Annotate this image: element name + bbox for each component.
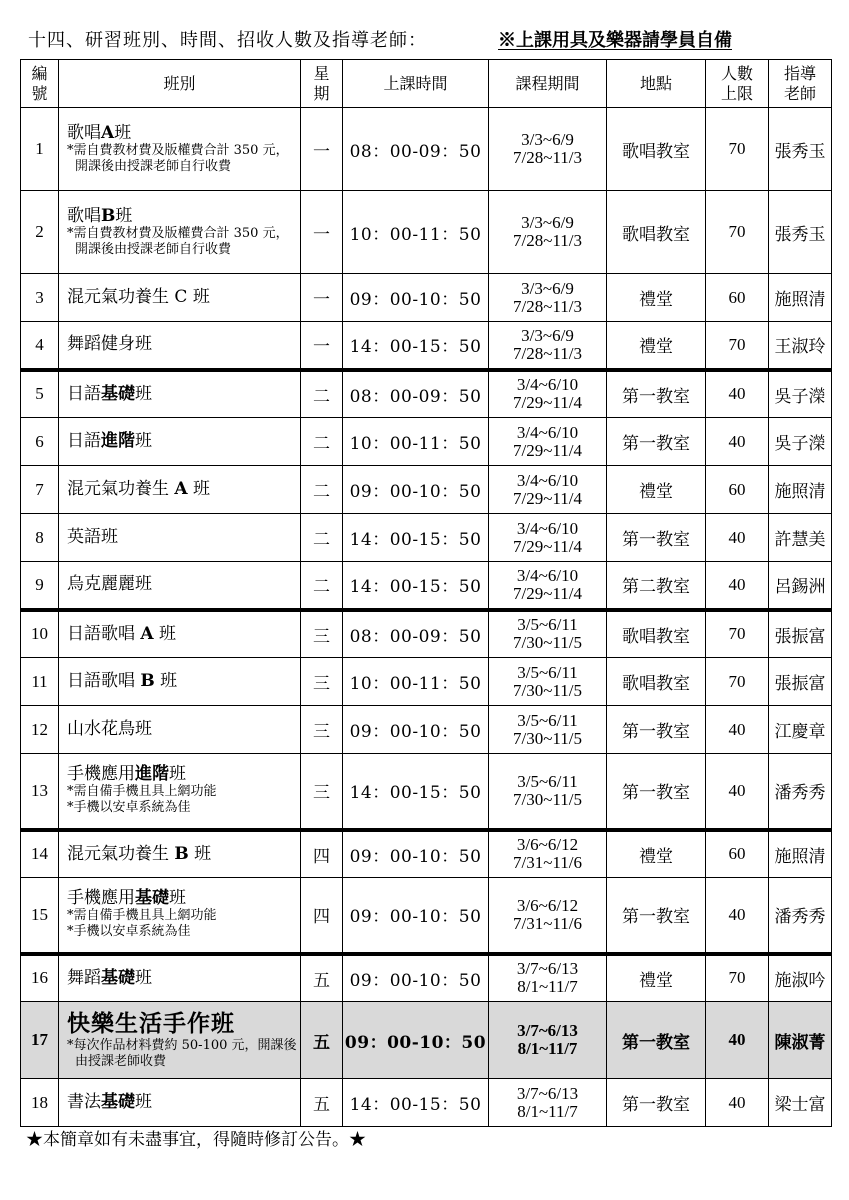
class-location: 禮堂 (607, 466, 706, 514)
class-weekday: 五 (301, 1002, 343, 1079)
class-capacity: 70 (706, 322, 769, 370)
header-capacity: 人數 上限 (706, 60, 769, 108)
class-name-cell (59, 658, 301, 706)
class-name-cell (59, 466, 301, 514)
class-teacher: 施照清 (769, 274, 832, 322)
class-capacity: 70 (706, 658, 769, 706)
class-period (489, 562, 607, 610)
class-period-line: 3/3~6/9 (521, 213, 574, 232)
class-period-line: 7/29~11/4 (512, 393, 582, 413)
class-name-cell (59, 514, 301, 562)
class-location: 歌唱教室 (607, 191, 706, 274)
header-location: 地點 (607, 60, 706, 108)
class-period-line: 3/7~6/13 (517, 1021, 578, 1040)
class-weekday: 三 (301, 610, 343, 658)
section-heading (28, 26, 828, 56)
class-time: 14：00-15：50 (343, 514, 489, 562)
class-teacher: 呂錫洲 (769, 562, 832, 610)
class-name-cell (59, 274, 301, 322)
class-period-line: 8/1~11/7 (517, 1101, 578, 1121)
class-name-part: 班 (114, 122, 132, 143)
class-time: 09：00-10：50 (343, 954, 489, 1002)
class-capacity: 70 (706, 954, 769, 1002)
class-name-part: B (140, 671, 155, 691)
class-capacity: 60 (706, 274, 769, 322)
class-period (489, 830, 607, 878)
class-note (67, 1038, 300, 1070)
class-period-line: 3/6~6/12 (516, 835, 579, 855)
class-name-part: 班 (153, 623, 177, 644)
table-row (21, 466, 832, 514)
class-number: 2 (21, 191, 59, 274)
class-name-part: 班 (187, 479, 211, 499)
class-number: 10 (21, 610, 59, 658)
class-period-line: 3/5~6/11 (517, 615, 578, 635)
class-number: 13 (21, 754, 59, 830)
class-capacity: 40 (706, 1002, 769, 1079)
class-weekday: 二 (301, 562, 343, 610)
class-period-line: 3/4~6/10 (516, 470, 579, 490)
class-weekday: 一 (301, 108, 343, 191)
class-teacher: 張振富 (769, 658, 832, 706)
table-row (21, 514, 832, 562)
class-teacher: 張振富 (769, 610, 832, 658)
class-location: 禮堂 (607, 322, 706, 370)
class-capacity: 40 (706, 706, 769, 754)
class-schedule-table (20, 59, 832, 1127)
class-name-part: 日語 (67, 383, 101, 404)
header-period: 課程期間 (489, 60, 607, 108)
header-no: 編 號 (21, 60, 59, 108)
class-name (67, 969, 300, 988)
table-row (21, 878, 832, 954)
class-name-part: 基礎 (101, 967, 135, 988)
footer-note: ★本簡章如有未盡事宜，得隨時修訂公告。★ (26, 1130, 366, 1150)
class-number: 5 (21, 370, 59, 418)
table-row (21, 322, 832, 370)
class-note-line: *需自備手機且具上網功能 (67, 908, 217, 924)
class-name-cell (59, 610, 301, 658)
class-name (67, 1010, 300, 1038)
class-name-part: 手機應用 (67, 888, 135, 909)
class-name-part: 班 (135, 383, 152, 404)
class-capacity: 70 (706, 610, 769, 658)
class-name-part: A (101, 122, 115, 143)
class-period-line: 7/30~11/5 (512, 680, 582, 700)
class-period (489, 322, 607, 370)
class-note (67, 143, 300, 175)
table-row (21, 274, 832, 322)
class-time: 09：00-10：50 (343, 274, 489, 322)
class-teacher: 王淑玲 (769, 322, 832, 370)
class-time: 10：00-11：50 (343, 418, 489, 466)
class-capacity: 70 (706, 108, 769, 191)
class-capacity: 40 (706, 562, 769, 610)
class-name-part: 手機應用 (67, 764, 135, 785)
class-name (67, 625, 300, 644)
class-period-line: 7/30~11/5 (512, 789, 582, 809)
class-name-part: 基礎 (101, 1092, 135, 1112)
class-name-part: 班 (154, 671, 178, 691)
class-note (67, 908, 300, 940)
class-location: 第一教室 (607, 514, 706, 562)
class-number: 17 (21, 1002, 59, 1079)
class-name-part: B (101, 205, 116, 226)
supplies-notice: ※上課用具及樂器請學員自備 (498, 30, 732, 51)
class-period (489, 418, 607, 466)
header-time: 上課時間 (343, 60, 489, 108)
class-period (489, 610, 607, 658)
class-period (489, 954, 607, 1002)
section-title: 十四、研習班別、時間、招收人數及指導老師： (28, 30, 427, 51)
class-period (489, 706, 607, 754)
class-capacity: 40 (706, 1079, 769, 1127)
class-period (489, 466, 607, 514)
table-row (21, 1079, 832, 1127)
class-teacher: 陳淑菁 (769, 1002, 832, 1079)
class-location: 歌唱教室 (607, 610, 706, 658)
class-name (67, 124, 300, 143)
class-number: 6 (21, 418, 59, 466)
class-time: 09：00-10：50 (343, 878, 489, 954)
class-time: 08：00-09：50 (343, 108, 489, 191)
class-period-line: 3/7~6/13 (516, 959, 579, 979)
class-time: 14：00-15：50 (343, 1079, 489, 1127)
class-note-line: *手機以安卓系統為佳 (67, 924, 191, 940)
class-period-line: 3/3~6/9 (521, 130, 574, 149)
class-period (489, 108, 607, 191)
class-period-line: 3/7~6/13 (516, 1083, 579, 1103)
class-name-part: 班 (135, 1092, 152, 1112)
class-name-cell (59, 418, 301, 466)
class-weekday: 五 (301, 954, 343, 1002)
class-time: 09：00-10：50 (343, 706, 489, 754)
class-capacity: 40 (706, 878, 769, 954)
class-period (489, 191, 607, 274)
class-weekday: 四 (301, 830, 343, 878)
class-weekday: 一 (301, 322, 343, 370)
class-name (67, 672, 300, 691)
class-name-part: 混元氣功養生 (67, 479, 175, 499)
class-capacity: 40 (706, 418, 769, 466)
class-capacity: 40 (706, 754, 769, 830)
class-teacher: 潘秀秀 (769, 878, 832, 954)
class-number: 3 (21, 274, 59, 322)
class-name-cell (59, 754, 301, 830)
class-name-part: 班 (188, 843, 212, 864)
class-name (67, 1093, 300, 1112)
class-name-part: 日語歌唱 (67, 671, 141, 691)
class-period (489, 370, 607, 418)
class-number: 7 (21, 466, 59, 514)
class-name-part: 舞蹈 (67, 967, 101, 988)
header-class-name: 班別 (59, 60, 301, 108)
class-period-line: 8/1~11/7 (517, 977, 578, 997)
class-location: 歌唱教室 (607, 108, 706, 191)
class-location: 禮堂 (607, 954, 706, 1002)
class-name (67, 528, 300, 547)
class-period-line: 8/1~11/7 (517, 1039, 578, 1058)
class-time: 09：00-10：50 (343, 1002, 489, 1079)
class-weekday: 三 (301, 658, 343, 706)
class-name-cell (59, 1002, 301, 1079)
class-name (67, 720, 300, 739)
class-name (67, 288, 300, 307)
class-name-part: 班 (115, 205, 133, 226)
class-location: 第一教室 (607, 1002, 706, 1079)
class-period-line: 3/5~6/11 (517, 662, 578, 682)
class-number: 1 (21, 108, 59, 191)
class-name-cell (59, 830, 301, 878)
class-name-part: 歌唱 (67, 205, 101, 226)
table-row (21, 1002, 832, 1079)
class-name (67, 765, 300, 784)
class-period (489, 1079, 607, 1127)
class-number: 9 (21, 562, 59, 610)
class-period-line: 7/28~11/3 (512, 296, 582, 316)
table-row (21, 562, 832, 610)
class-teacher: 許慧美 (769, 514, 832, 562)
class-number: 11 (21, 658, 59, 706)
table-row (21, 418, 832, 466)
class-name (67, 207, 300, 226)
class-name-part: B (174, 843, 189, 864)
class-note (67, 784, 300, 816)
class-name-part: 烏克麗麗班 (67, 574, 152, 595)
class-name (67, 432, 300, 451)
table-row (21, 706, 832, 754)
class-teacher: 吳子濚 (769, 370, 832, 418)
class-name-part: 基礎 (101, 383, 135, 404)
class-period-line: 7/29~11/4 (512, 536, 582, 556)
class-period-line: 3/4~6/10 (516, 422, 579, 442)
class-note-line: *需自費教材費及版權費合計 350 元，開課後由授課老師自行收費 (67, 142, 289, 174)
table-row (21, 610, 832, 658)
table-row (21, 830, 832, 878)
class-note-line: *需自費教材費及版權費合計 350 元，開課後由授課老師自行收費 (67, 225, 289, 257)
class-time: 09：00-10：50 (343, 466, 489, 514)
class-period-line: 7/28~11/3 (512, 231, 582, 250)
table-row (21, 658, 832, 706)
class-period-line: 3/4~6/10 (516, 518, 579, 538)
class-capacity: 60 (706, 830, 769, 878)
class-period (489, 754, 607, 830)
class-period (489, 878, 607, 954)
class-time: 08：00-09：50 (343, 610, 489, 658)
class-period-line: 3/5~6/11 (517, 771, 578, 791)
class-name-cell (59, 108, 301, 191)
class-teacher: 吳子濚 (769, 418, 832, 466)
class-name-part: 混元氣功養生 C 班 (67, 287, 210, 307)
class-teacher: 張秀玉 (769, 191, 832, 274)
class-name-cell (59, 954, 301, 1002)
header-weekday: 星 期 (301, 60, 343, 108)
class-weekday: 二 (301, 418, 343, 466)
table-row (21, 370, 832, 418)
class-note-line: *每次作品材料費約 50-100 元，開課後由授課老師收費 (67, 1038, 297, 1069)
class-name-part: 日語 (67, 431, 101, 451)
class-location: 第一教室 (607, 878, 706, 954)
class-name-part: 書法 (67, 1092, 101, 1112)
class-period-line: 7/30~11/5 (512, 728, 582, 748)
class-teacher: 張秀玉 (769, 108, 832, 191)
class-time: 14：00-15：50 (343, 754, 489, 830)
class-period-line: 3/4~6/10 (516, 565, 579, 585)
class-name-part: 歌唱 (67, 122, 101, 143)
class-period-line: 3/4~6/10 (516, 375, 579, 395)
class-time: 10：00-11：50 (343, 191, 489, 274)
class-weekday: 一 (301, 274, 343, 322)
class-weekday: 二 (301, 370, 343, 418)
class-weekday: 三 (301, 706, 343, 754)
class-period (489, 274, 607, 322)
class-location: 歌唱教室 (607, 658, 706, 706)
class-location: 第一教室 (607, 418, 706, 466)
class-time: 09：00-10：50 (343, 830, 489, 878)
class-number: 16 (21, 954, 59, 1002)
class-period-line: 3/3~6/9 (521, 325, 574, 345)
class-location: 禮堂 (607, 830, 706, 878)
class-name-part: 英語班 (67, 527, 118, 547)
class-name-part: A (174, 479, 188, 499)
class-time: 08：00-09：50 (343, 370, 489, 418)
class-location: 第一教室 (607, 706, 706, 754)
class-period (489, 514, 607, 562)
class-name (67, 575, 300, 594)
class-period-line: 7/28~11/3 (512, 343, 582, 363)
class-number: 4 (21, 322, 59, 370)
class-teacher: 施照清 (769, 830, 832, 878)
class-period-line: 7/31~11/6 (512, 913, 582, 933)
class-capacity: 70 (706, 191, 769, 274)
class-time: 14：00-15：50 (343, 322, 489, 370)
class-name (67, 335, 300, 354)
table-row (21, 108, 832, 191)
class-weekday: 一 (301, 191, 343, 274)
class-name-part: 班 (169, 888, 186, 909)
class-period (489, 658, 607, 706)
class-note-line: *需自備手機且具上網功能 (67, 784, 217, 800)
class-capacity: 40 (706, 370, 769, 418)
class-name-part: 山水花鳥班 (67, 719, 152, 739)
class-number: 8 (21, 514, 59, 562)
class-location: 禮堂 (607, 274, 706, 322)
class-note-line: *手機以安卓系統為佳 (67, 800, 191, 816)
class-name-part: 進階 (135, 764, 169, 785)
class-weekday: 二 (301, 514, 343, 562)
class-name (67, 845, 300, 864)
class-teacher: 施照清 (769, 466, 832, 514)
class-number: 14 (21, 830, 59, 878)
class-number: 12 (21, 706, 59, 754)
class-period-line: 7/28~11/3 (512, 148, 582, 167)
class-name (67, 385, 300, 404)
class-name-cell (59, 191, 301, 274)
class-teacher: 潘秀秀 (769, 754, 832, 830)
class-name-part: 進階 (101, 431, 135, 451)
class-period (489, 1002, 607, 1079)
class-location: 第二教室 (607, 562, 706, 610)
class-teacher: 江慶章 (769, 706, 832, 754)
class-name-part: A (140, 623, 154, 644)
class-time: 14：00-15：50 (343, 562, 489, 610)
class-name-part: 舞蹈健身班 (67, 334, 152, 355)
class-name-part: 基礎 (135, 888, 169, 909)
class-period-line: 3/5~6/11 (517, 710, 578, 730)
class-number: 15 (21, 878, 59, 954)
class-name-cell (59, 878, 301, 954)
class-weekday: 三 (301, 754, 343, 830)
class-name-part: 混元氣功養生 (67, 843, 175, 864)
class-weekday: 四 (301, 878, 343, 954)
class-location: 第一教室 (607, 754, 706, 830)
class-name-part: 日語歌唱 (67, 623, 141, 644)
table-row (21, 954, 832, 1002)
class-weekday: 二 (301, 466, 343, 514)
class-name-part: 班 (135, 967, 152, 988)
table-body (21, 108, 832, 1127)
table-row (21, 191, 832, 274)
class-name-part: 班 (169, 764, 186, 785)
class-name (67, 480, 300, 499)
class-location: 第一教室 (607, 1079, 706, 1127)
class-name-part: 班 (135, 431, 152, 451)
header-teacher: 指導 老師 (769, 60, 832, 108)
class-period-line: 7/29~11/4 (512, 440, 582, 460)
class-period-line: 3/6~6/12 (516, 895, 579, 915)
class-number: 18 (21, 1079, 59, 1127)
class-name-cell (59, 370, 301, 418)
class-teacher: 梁士富 (769, 1079, 832, 1127)
class-capacity: 60 (706, 466, 769, 514)
class-name-cell (59, 562, 301, 610)
class-time: 10：00-11：50 (343, 658, 489, 706)
class-period-line: 7/29~11/4 (512, 488, 582, 508)
class-capacity: 40 (706, 514, 769, 562)
class-name-cell (59, 1079, 301, 1127)
table-row (21, 754, 832, 830)
class-note (67, 226, 300, 258)
class-teacher: 施淑吟 (769, 954, 832, 1002)
class-location: 第一教室 (607, 370, 706, 418)
class-name (67, 889, 300, 908)
class-name-cell (59, 706, 301, 754)
class-period-line: 7/29~11/4 (512, 583, 582, 603)
class-name-part: 快樂生活手作班 (67, 1010, 235, 1037)
class-period-line: 3/3~6/9 (521, 278, 574, 298)
class-period-line: 7/31~11/6 (512, 853, 582, 873)
class-period-line: 7/30~11/5 (512, 633, 582, 653)
class-weekday: 五 (301, 1079, 343, 1127)
class-name-cell (59, 322, 301, 370)
table-header-row (21, 60, 832, 108)
